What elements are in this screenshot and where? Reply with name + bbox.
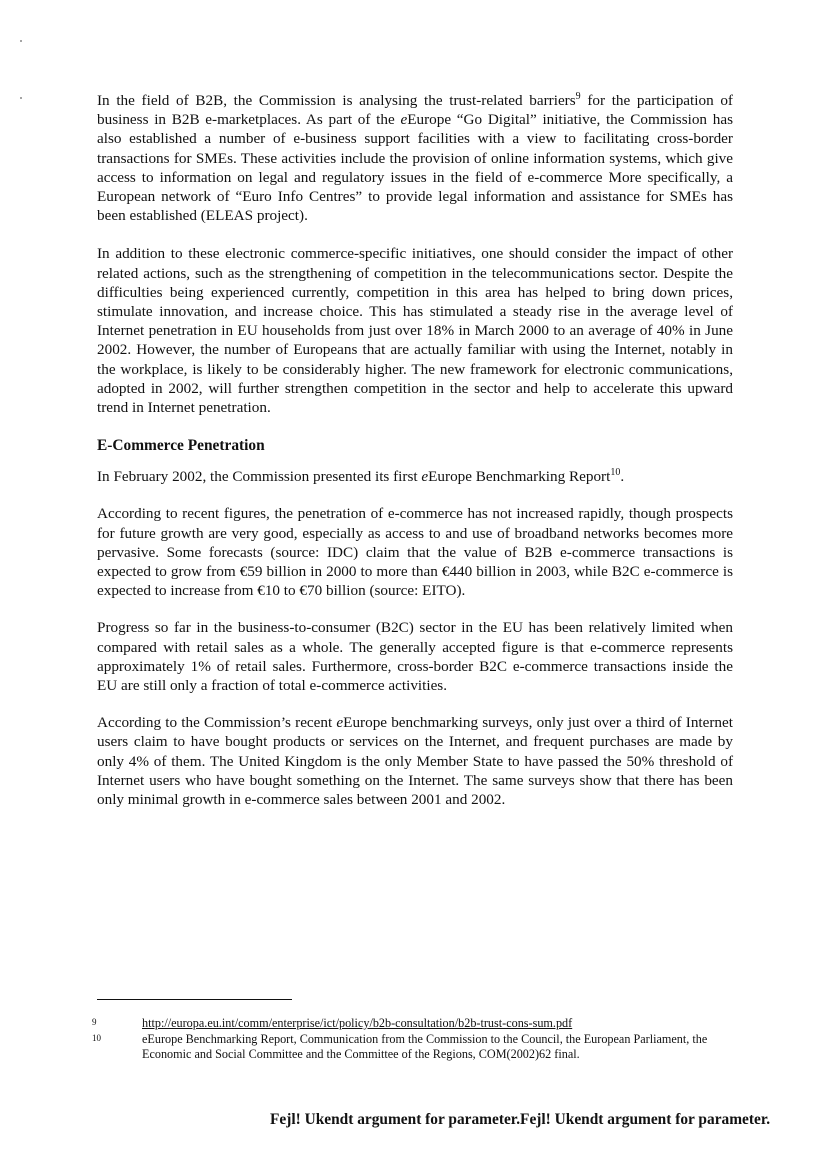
paragraph-surveys <box>97 713 733 809</box>
italic-prefix: e <box>400 111 408 129</box>
footnote-ref-9[interactable]: 9 <box>575 90 581 102</box>
paragraph-text: Europe “Go Digital” initiative, the Commission has also established a number of e-business support facilities with a view to facilitating cross-border transactions for SMEs. These activities include the provision of online information systems, which give access to information on legal and regulatory issues in the field of e-commerce More specifically, a European network of “Euro Info Centres” to provide legal information and assistance for SMEs has been established (ELEAS project). <box>97 111 733 225</box>
body-text <box>97 91 733 809</box>
paragraph-text: for the participation of business in B2B e-marketplaces. As part of the <box>97 92 733 129</box>
footnotes <box>92 1016 742 1063</box>
paragraph-text: In February 2002, the Commission presented its first <box>97 468 422 486</box>
footnote-separator <box>97 999 292 1000</box>
section-heading: E-Commerce Penetration <box>97 437 265 455</box>
scan-speck <box>20 97 22 99</box>
paragraph-text: According to the Commission’s recent <box>97 714 337 732</box>
footnote-number: 10 <box>92 1032 101 1043</box>
paragraph-text: . <box>620 468 625 486</box>
scan-speck <box>20 40 22 42</box>
paragraph-text: In the field of B2B, the Commission is analysing the trust-related barriers <box>97 92 576 109</box>
paragraph-b2b-trust <box>97 91 733 225</box>
footnote-number: 9 <box>92 1017 97 1027</box>
paragraph-b2c-progress: Progress so far in the business-to-consumer (B2C) sector in the EU has been relatively limited when compared with retail sales as a whole. The generally accepted figure is that e-commerce represents approximately 1% of retail sales. Furthermore, cross-border B2C e-commerce transactions inside the EU are still only a fraction of total e-commerce activities. <box>97 619 733 695</box>
page-footer: Fejl! Ukendt argument for parameter.Fejl! Ukendt argument for parameter. <box>270 1111 771 1128</box>
italic-prefix: e <box>421 468 429 486</box>
paragraph-text: Europe benchmarking surveys, only just over a third of Internet users claim to have bought products or services on the Internet, and frequent purchases are made by only 4% of them. The United Kingdom is the only Member State to have passed the 50% threshold of Internet users who have bought something on the Internet. The same surveys show that there has been only minimal growth in e-commerce sales between 2001 and 2002. <box>97 714 733 809</box>
italic-prefix: e <box>336 714 344 732</box>
paragraph-forecasts: According to recent figures, the penetration of e-commerce has not increased rapidly, though prospects for future growth are very good, especially as access to and use of broadband networks becomes more pervasive. Some forecasts (source: IDC) claim that the value of B2B e-commerce transactions is expected to grow from €59 billion in 2000 to more than €440 billion in 2003, while B2C e-commerce is expected to increase from €10 to €70 billion (source: EITO). <box>97 505 733 600</box>
paragraph-benchmarking-report <box>97 467 733 486</box>
paragraph-text: Europe Benchmarking Report <box>428 468 611 486</box>
paragraph-competition: In addition to these electronic commerce-specific initiatives, one should consider the impact of other related actions, such as the strengthening of competition in the telecommunications sector. Despite the difficulties being experienced currently, competition in this area has helped to bring down prices, stimulate innovation, and increase choice. This has stimulated a steady rise in the average level of Internet penetration in EU households from just over 18% in March 2000 to an average of 40% in June 2002. However, the number of Europeans that are actually familiar with using the Internet, notably in the workplace, is likely to be considerably higher. The new framework for electronic communications, adopted in 2002, will further strengthen competition in the sector and help to accelerate this upward trend in Internet penetration. <box>97 245 733 417</box>
footnote-link[interactable]: http://europa.eu.int/comm/enterprise/ict/policy/b2b-consultation/b2b-trust-cons-sum.pdf <box>142 1016 573 1030</box>
footnote-10 <box>92 1032 742 1063</box>
footnote-text: eEurope Benchmarking Report, Communication from the Commission to the Council, the European Parliament, the Economic and Social Committee and the Committee of the Regions, COM(2002)62 final. <box>142 1031 708 1061</box>
footnote-9 <box>92 1016 742 1032</box>
footnote-ref-10[interactable]: 10 <box>610 467 621 479</box>
